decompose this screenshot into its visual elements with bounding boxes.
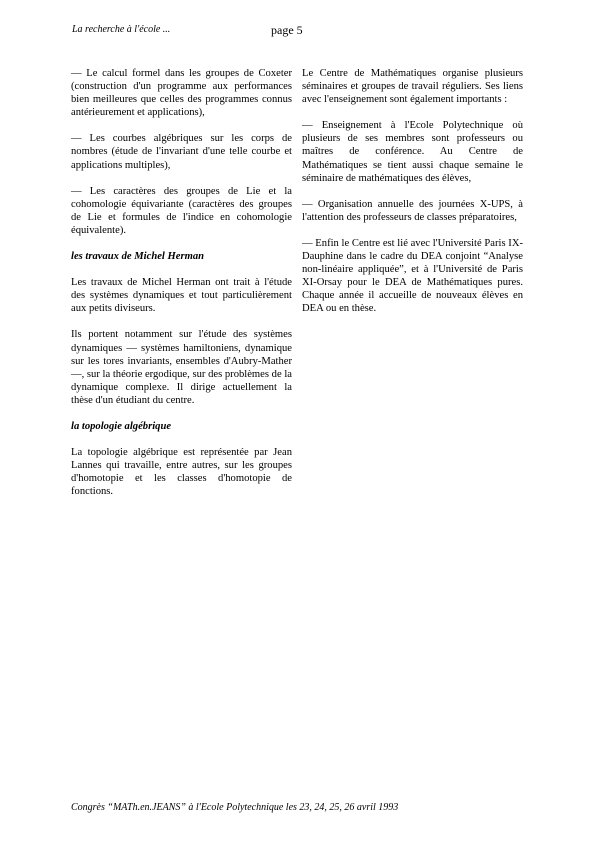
paragraph: Les travaux de Michel Herman ont trait à l'étude des systèmes dynamiques et tout particulièrement aux petits diviseurs. — [71, 277, 292, 315]
page-footer: Congrès “MATh.en.JEANS” à l'Ecole Polytechnique les 23, 24, 25, 26 avril 1993 — [71, 802, 399, 813]
section-heading-topology: la topologie algébrique — [71, 420, 172, 432]
left-column — [71, 67, 292, 511]
right-column — [302, 67, 523, 329]
section-heading-herman: les travaux de Michel Herman — [71, 251, 205, 263]
paragraph: Le Centre de Mathématiques organise plusieurs séminaires et groupes de travail réguliers. Ses liens avec l'enseignement sont également importants : — [302, 68, 523, 106]
list-item: — Les caractères des groupes de Lie et la cohomologie équivariante (caractères des groupes de Lie et formules de l'indice en cohomologie équivalente). — [71, 185, 292, 236]
running-header: La recherche à l'école ... — [72, 24, 171, 35]
paragraph: La topologie algébrique est représentée par Jean Lannes qui travaille, entre autres, sur les groupes d'homotopie et les classes d'homotopie de fonctions. — [71, 447, 292, 498]
list-item: — Enfin le Centre est lié avec l'Université Paris IX-Dauphine dans le cadre du DEA conjoint “Analyse non-linéaire appliquée”, et à l'Université de Paris XI-Orsay pour le DEA de Mathématiques pures. Chaque année il accueille de nouveaux élèves en DEA ou en thèse. — [302, 237, 523, 315]
list-item: — Organisation annuelle des journées X-UPS, à l'attention des professeurs de classes préparatoires, — [302, 198, 523, 223]
paragraph: Ils portent notamment sur l'étude des systèmes dynamiques — systèmes hamiltoniens, dynamique sur les tores invariants, ensembles d'Aubry-Mather —, sur la théorie ergodique, sur des problèmes de la dynamique complexe. Il dirige actuellement la thèse d'un étudiant du centre. — [71, 329, 292, 406]
list-item: — Enseignement à l'Ecole Polytechnique où plusieurs de ses membres sont professeurs ou maîtres de conférence. Au Centre de Mathématiques se tient aussi chaque semaine le séminaire de mathématiques des élèves, — [302, 120, 523, 184]
list-item: — Les courbes algébriques sur les corps de nombres (étude de l'invariant d'une telle courbe et applications multiples), — [71, 133, 292, 171]
list-item: — Le calcul formel dans les groupes de Coxeter (construction d'un programme aux performances bien meilleures que celles des programmes connus antérieurement et applications), — [71, 68, 292, 119]
page-number: page 5 — [271, 23, 303, 37]
